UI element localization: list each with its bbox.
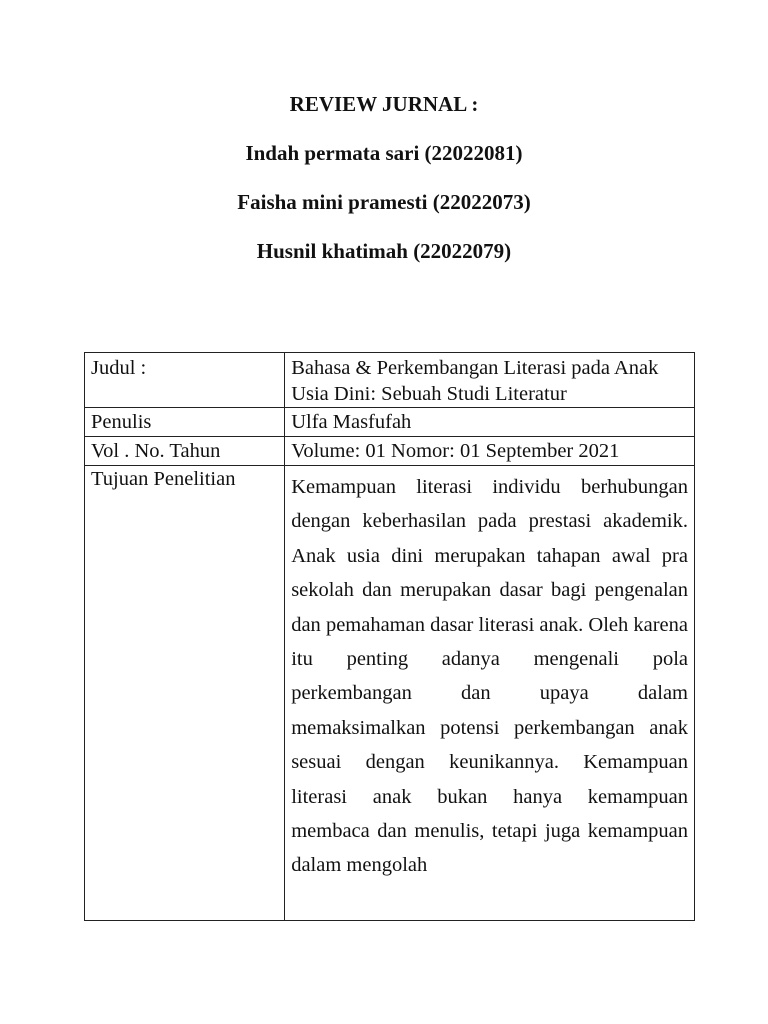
document-title: REVIEW JURNAL :: [289, 92, 479, 116]
row-value-title: Bahasa & Perkembangan Literasi pada Anak Usia Dini: Sebuah Studi Literatur: [285, 353, 695, 408]
table-row-penulis: [85, 408, 695, 437]
row-label: Penulis: [85, 408, 285, 437]
document-header: [0, 92, 768, 288]
table-row-tujuan: [85, 466, 695, 921]
review-table: [84, 352, 695, 921]
author-line: Husnil khatimah (22022079): [256, 239, 512, 263]
author-line: Indah permata sari (22022081): [245, 141, 523, 165]
row-value-author: Ulfa Masfufah: [285, 408, 695, 437]
row-value-volume: Volume: 01 Nomor: 01 September 2021: [285, 437, 695, 466]
author-line: Faisha mini pramesti (22022073): [237, 190, 531, 214]
row-label: Vol . No. Tahun: [85, 437, 285, 466]
row-label: Tujuan Penelitian: [85, 466, 285, 921]
row-value-purpose: Kemampuan literasi individu berhubungan dengan keberhasilan pada prestasi akademik. Anak usia dini merupakan tahapan awal pra sekolah dan merupakan dasar bagi pengenalan dan pemahaman dasar literasi anak. Oleh karena itu penting adanya mengenali pola perkembangan dan upaya dalam memaksimalkan potensi perkembangan anak sesuai dengan keunikannya. Kemampuan literasi anak bukan hanya kemampuan membaca dan menulis, tetapi juga kemampuan dalam mengolah: [285, 466, 695, 921]
table-row-volume: [85, 437, 695, 466]
row-label: Judul :: [85, 353, 285, 408]
table-row-judul: [85, 353, 695, 408]
